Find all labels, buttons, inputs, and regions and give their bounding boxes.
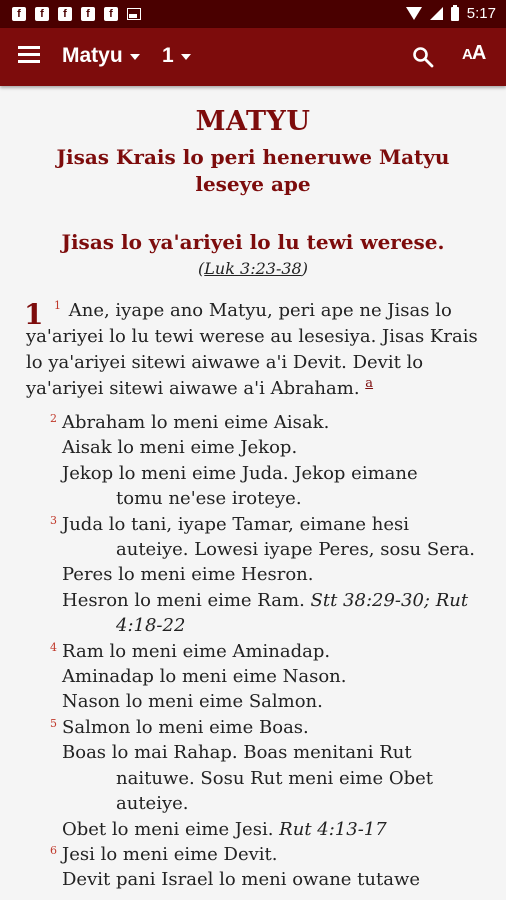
verse-text: Aisak lo meni eime Jekop. (62, 437, 298, 459)
xref-link[interactable]: Luk 3:23-38 (204, 259, 302, 278)
poetry-line[interactable] (0, 512, 506, 537)
facebook-notification-icon: f (12, 7, 26, 21)
book-title: MATYU (195, 106, 311, 137)
book-selector[interactable] (62, 44, 140, 68)
verse-text: Salmon lo meni eime Boas. (62, 716, 309, 738)
verse-number: 3 (50, 513, 57, 527)
app-toolbar (0, 28, 506, 86)
verse-text: Boas lo mai Rahap. Boas menitani Rut (62, 742, 412, 764)
text-size-button[interactable] (462, 42, 485, 65)
section-heading: Jisas lo ya'ariyei lo lu tewi werese. (61, 230, 445, 254)
poetry-line[interactable] (0, 588, 506, 613)
verse-text: Juda lo tani, iyape Tamar, eimane hesi (62, 513, 410, 535)
poetry-line[interactable] (0, 613, 506, 638)
poetry-line[interactable] (0, 639, 506, 664)
facebook-notification-icon: f (58, 7, 72, 21)
facebook-notification-icon: f (35, 7, 49, 21)
facebook-notification-icon: f (81, 7, 95, 21)
verse-text: Devit pani Israel lo meni owane tutawe (62, 869, 421, 891)
chapter-number-large: 1 (24, 298, 44, 331)
chevron-down-icon (181, 54, 191, 60)
verse-text: tomu ne'ese iroteye. (116, 488, 302, 510)
cross-reference[interactable]: 4:18-22 (116, 615, 186, 637)
poetry-line[interactable] (0, 537, 506, 562)
poetry-line[interactable] (0, 461, 506, 486)
menu-icon[interactable] (18, 46, 40, 64)
parallel-passage-reference: (Luk 3:23-38) (198, 259, 308, 278)
poetry-line[interactable] (0, 867, 506, 892)
verse-text: Abraham lo meni eime Aisak. (62, 412, 330, 433)
verse-text: Jesi lo meni eime Devit. (62, 843, 278, 865)
verse-text: Nason lo meni eime Salmon. (62, 691, 323, 713)
verse-text: Hesron lo meni eime Ram. (62, 589, 305, 611)
poetry-line[interactable] (0, 740, 506, 765)
cross-reference[interactable]: Stt 38:29-30; Rut (310, 589, 469, 611)
poetry-line[interactable] (0, 817, 506, 842)
verse-number: 2 (50, 412, 57, 425)
search-icon[interactable] (412, 46, 434, 68)
poetry-line[interactable] (0, 791, 506, 816)
verse-number: 1 (54, 299, 61, 312)
poetry-line[interactable] (0, 562, 506, 587)
poetry-line[interactable] (0, 842, 506, 867)
status-bar (0, 0, 506, 28)
footnote-link[interactable]: a (365, 376, 374, 391)
poetry-line[interactable] (0, 410, 506, 435)
verse-text: auteiye. (116, 793, 189, 815)
verse-number: 4 (50, 640, 57, 654)
cross-reference[interactable]: Rut 4:13-17 (279, 818, 387, 840)
verse-text: Ram lo meni eime Aminadap. (62, 640, 331, 662)
poetry-line[interactable] (0, 486, 506, 511)
chevron-down-icon (130, 54, 140, 60)
chapter-selector[interactable] (162, 44, 191, 68)
verse-text: Ane, iyape ano Matyu, peri ape ne Jisas lo ya'ariyei lo lu tewi werese au lesesiya. Jisas Krais lo ya'ariyei sitewi aiwawe a'i Devit. Devit lo ya'ariyei sitewi aiwawe a'i Abraham. (26, 300, 478, 399)
scripture-content[interactable] (0, 86, 506, 900)
verse-text: Jekop lo meni eime Juda. Jekop eimane (62, 462, 418, 484)
status-time: 5:17 (466, 5, 496, 22)
image-notification-icon (127, 8, 141, 20)
notification-icons (12, 7, 141, 21)
signal-icon (430, 7, 443, 20)
text-size-small-a: A (462, 46, 472, 63)
verse-text: Peres lo meni eime Hesron. (62, 564, 314, 586)
poetry-line[interactable] (0, 766, 506, 791)
poetry-line[interactable] (0, 689, 506, 714)
verse-number: 5 (50, 716, 57, 730)
verse-text: auteiye. Lowesi iyape Peres, sosu Sera. (116, 539, 475, 561)
book-name: Matyu (62, 44, 123, 67)
chapter-number: 1 (162, 44, 174, 67)
genealogy-poetry (0, 410, 506, 893)
verse-paragraph[interactable] (26, 298, 478, 402)
text-size-big-a: A (471, 42, 486, 64)
poetry-line[interactable] (0, 664, 506, 689)
verse-text: naituwe. Sosu Rut meni eime Obet (116, 767, 434, 789)
poetry-line[interactable] (0, 435, 506, 460)
battery-icon (451, 7, 459, 21)
verse-text: Aminadap lo meni eime Nason. (62, 666, 347, 688)
verse-number: 6 (50, 843, 57, 857)
book-subtitle: Jisas Krais lo peri heneruwe Matyu leseye ape (56, 145, 450, 196)
facebook-notification-icon: f (104, 7, 118, 21)
wifi-icon (406, 7, 422, 20)
poetry-line[interactable] (0, 715, 506, 740)
verse-text: Obet lo meni eime Jesi. (62, 818, 274, 840)
